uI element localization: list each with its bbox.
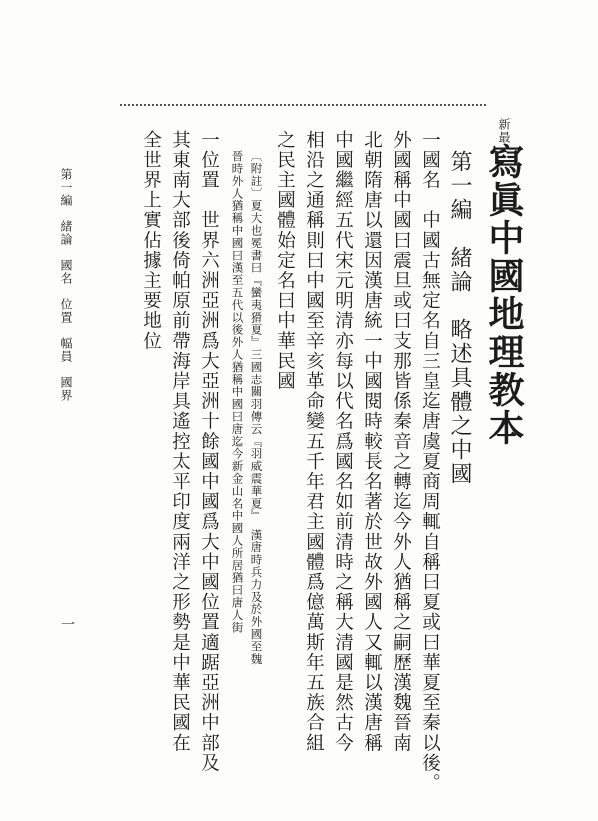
running-head: 第一編 緒論 國名 位置 幅員 國界 <box>59 168 73 402</box>
annotation-line-2: 晉時外人猶稱中國曰漢至五代以後外人猶稱中國曰唐迄今新金山名中國人所居猶曰唐人街 <box>230 150 245 634</box>
body-line-2: 外國稱中國曰震旦或曰支那皆係秦音之轉迄今外人猶稱之嗣歷漢魏晉南 <box>390 130 412 754</box>
body-line-6: 之民主國體始定名曰中華民國 <box>274 130 296 392</box>
top-dotted-rule <box>120 104 486 106</box>
book-title: 寫眞中國地理教本 <box>483 143 525 447</box>
body-line-4: 中國繼經五代宋元明清亦每以代名爲國名如前清時之稱大清國是然古今 <box>332 130 354 754</box>
annotation-line-1: 〔附註〕夏大也冕書曰『蠻夷猾夏』三國志關羽傳云『羽威震華夏』 漢唐時兵力及於外國至魏 <box>249 150 264 666</box>
series-label: 新最 <box>497 118 511 144</box>
section-line-1: 一位置 世界六洲亞洲爲大亞洲十餘國中國爲大中國位置適踞亞洲中部及 <box>198 130 220 774</box>
body-line-3: 北朝隋唐以還因漢唐統一中國閱時較長名著於世故外國人又輒以漢唐稱 <box>361 130 383 754</box>
body-line-1: 一國名 中國古無定名自三皇迄唐虞夏商周輒自稱曰夏或曰華夏至秦以後。 <box>419 130 441 794</box>
chapter-heading: 第一編 緒論 略述具體之中國 <box>447 150 472 486</box>
page-number: 一 <box>59 617 75 631</box>
body-line-5: 相沿之通稱則曰中國至辛亥革命變五千年君主國體爲億萬斯年五族合組 <box>303 130 325 754</box>
section-line-2: 其東南大部後倚帕原前帶海岸具遙控太平印度兩洋之形勢是中華民國在 <box>169 130 191 754</box>
section-line-3: 全世界上實佔據主要地位 <box>140 130 162 352</box>
